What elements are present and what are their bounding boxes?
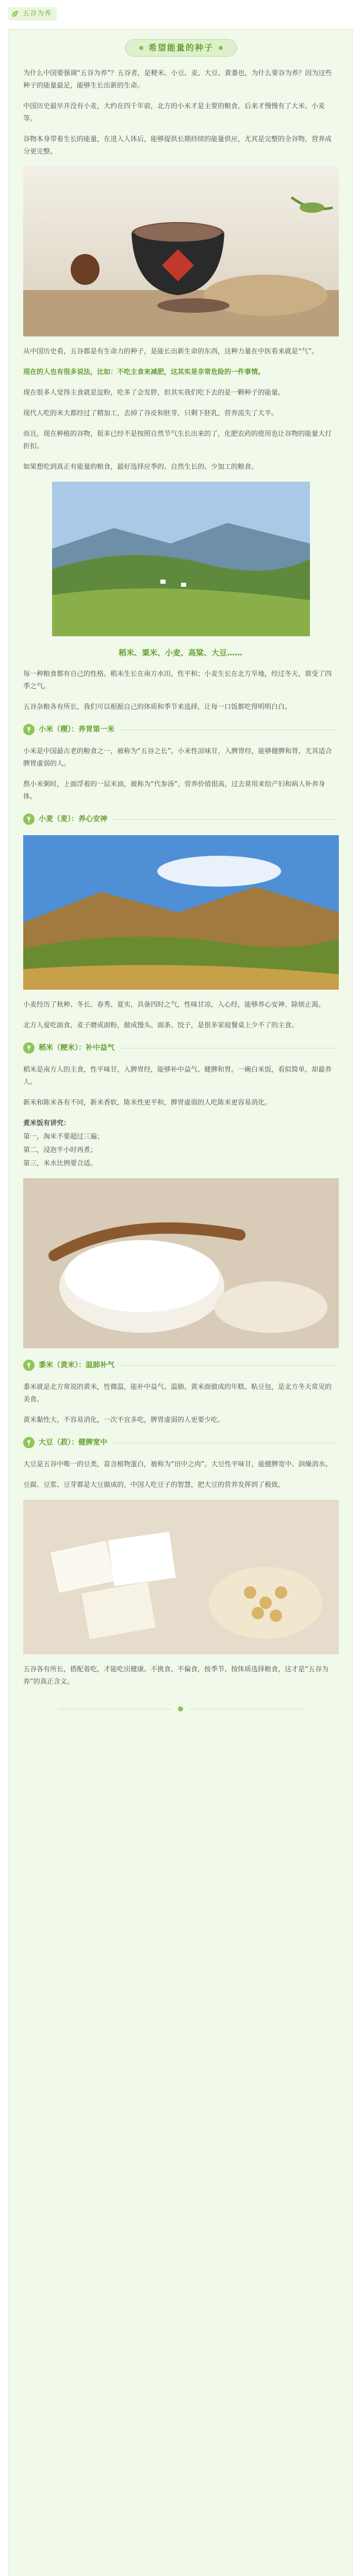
paragraph: 小米是中国最古老的粮食之一，被称为“五谷之长”。小米性凉味甘，入脾胃经，能够健脾和胃，尤其适合脾胃虚弱的人。 <box>23 748 332 768</box>
bullet-item: 第二，浸泡半小时再煮； <box>23 1146 97 1154</box>
subheading <box>23 1358 338 1373</box>
title-banner <box>23 38 339 58</box>
bullet-heading: 煮米饭有讲究： <box>23 1120 71 1127</box>
tag-bar <box>0 0 361 29</box>
tofu-illustration <box>23 1500 339 1654</box>
wheat-icon <box>23 724 35 735</box>
paragraph: 如果想吃到真正有能量的粮食，最好选择应季的、自然生长的、少加工的粮食。 <box>23 463 258 471</box>
paragraph: 熬小米粥时，上面浮着的一层米油，被称为“代参汤”，营养价值很高，过去常用来给产妇和病人补养身体。 <box>23 781 325 801</box>
paragraph: 中国历史最早并没有小麦，大约在四千年前，北方的小米才是主要的粮食，后来才慢慢有了大米、小麦等。 <box>23 103 325 123</box>
wheat-icon <box>23 1042 35 1054</box>
paragraph: 小麦经历了秋种、冬长、春秀、夏实，具备四时之气，性味甘凉，入心经，能够养心安神、除烦止渴。 <box>23 1001 325 1009</box>
wheat-icon <box>23 1360 35 1371</box>
article-card <box>8 29 353 2576</box>
subheading <box>23 1040 338 1056</box>
wheat-icon <box>23 814 35 825</box>
bullet-item: 第一，淘米不要超过三遍； <box>23 1133 104 1141</box>
title-dot-right <box>219 46 223 50</box>
category-tag[interactable] <box>8 7 57 21</box>
paragraph: 稻米是南方人的主食，性平味甘，入脾胃经，能够补中益气、健脾和胃。一碗白米饭，看似简单，却最养人。 <box>23 1066 332 1086</box>
paragraph: 现在很多人觉得主食就是淀粉，吃多了会发胖，但其实我们吃下去的是一颗种子的能量。 <box>23 389 285 397</box>
subheading <box>23 1435 338 1450</box>
category-tag-label: 五谷为养 <box>23 10 52 18</box>
paragraph: 从中国历史看，五谷都是有生命力的种子，是能长出新生命的东西，这种力量在中医看来就是“气”。 <box>23 348 319 355</box>
grain-bowl-image <box>23 166 339 336</box>
wheat-icon <box>23 1437 35 1448</box>
rice-illustration <box>23 1178 339 1348</box>
paragraph: 大豆是五谷中唯一的豆类，富含植物蛋白，被称为“田中之肉”。大豆性平味甘，能健脾宽中、润燥消水。 <box>23 1461 332 1468</box>
divider-dot <box>178 1706 183 1711</box>
mountain-field-image <box>23 835 339 990</box>
subheading-rule <box>113 819 338 820</box>
subheading-text: 稻米（粳米）：补中益气 <box>39 1044 114 1052</box>
bullet-item: 第三，米水比例要合适。 <box>23 1160 97 1167</box>
tofu-soybean-image <box>23 1500 339 1654</box>
title-dot-left <box>139 46 143 50</box>
terrace-landscape-image <box>52 482 310 636</box>
highlight-paragraph: 现在的人也有很多说法，比如：不吃主食来减肥，这其实是非常危险的一件事情。 <box>23 368 265 376</box>
article-title: 希望能量的种子 <box>148 43 214 53</box>
subheading <box>23 722 338 737</box>
paragraph: 五谷各有所长，搭配着吃，才能吃出健康。不挑食、不偏食，按季节、按体质选择粮食，这才是“五谷为养”的真正含义。 <box>23 1666 329 1686</box>
rice-bowl-image <box>23 1178 339 1348</box>
mountain-illustration <box>23 835 339 990</box>
paragraph: 谷物本身带着生长的能量，在进入人体后，能够提供长期持续的能量供应，尤其是完整的全谷物，营养成分更完整。 <box>23 135 332 156</box>
bullet-list <box>23 1117 338 1170</box>
leaf-icon <box>10 9 20 19</box>
subheading-text: 黍米（黄米）：温肺补气 <box>39 1361 114 1369</box>
subheading-rule <box>121 1365 338 1366</box>
paragraph: 为什么中国要强调“五谷为养”？五谷者，是粳米、小豆、麦、大豆、黄黍也，为什么要谷为养？因为这些种子的能量最足，能够生长出新的生命。 <box>23 70 332 90</box>
footer-divider <box>23 1697 338 1721</box>
paragraph: 黄米黏性大，不容易消化，一次不宜多吃，脾胃虚弱的人更要少吃。 <box>23 1416 225 1424</box>
paragraph: 五谷杂粮各有所长，我们可以根据自己的体质和季节来选择，让每一口饭都吃得明明白白。 <box>23 703 292 711</box>
paragraph: 新米和陈米各有不同，新米香软，陈米性更平和，脾胃虚弱的人吃陈米更容易消化。 <box>23 1099 272 1107</box>
subheading-text: 小麦（麦）：养心安神 <box>39 815 107 823</box>
paragraph: 豆腐、豆浆、豆芽都是大豆做成的，中国人吃豆子的智慧，把大豆的营养发挥到了极致。 <box>23 1481 285 1489</box>
landscape-illustration <box>52 482 310 636</box>
title-pill <box>125 39 237 57</box>
paragraph: 北方人爱吃面食，麦子磨成面粉，做成馒头、面条、饺子，是很多家庭餐桌上少不了的主食。 <box>23 1022 299 1029</box>
subheading <box>23 811 338 827</box>
subheading-text: 大豆（菽）：健脾宽中 <box>39 1438 107 1447</box>
paragraph: 黍米就是北方常说的黄米，性微温，能补中益气、温肺。黄米面做成的年糕、粘豆包，是北方冬天常见的美食。 <box>23 1383 332 1403</box>
paragraph: 现代人吃的米大都经过了精加工，去掉了谷皮和胚芽，只剩下胚乳，营养流失了大半。 <box>23 410 278 417</box>
subheading-text: 小米（稷）：养胃第一米 <box>39 725 114 734</box>
paragraph: 而且，现在种植的谷物，很多已经不是按照自然节气生长出来的了，化肥农药的使用也让谷物的能量大打折扣。 <box>23 430 332 450</box>
paragraph: 每一种粮食都有自己的性格。稻米生长在南方水田，性平和；小麦生长在北方旱地，经过冬天，禀受了四季之气。 <box>23 670 332 690</box>
section-heading: 稻米、粟米、小麦、高粱、大豆…… <box>118 648 242 657</box>
grain-bowl-illustration <box>23 166 339 336</box>
